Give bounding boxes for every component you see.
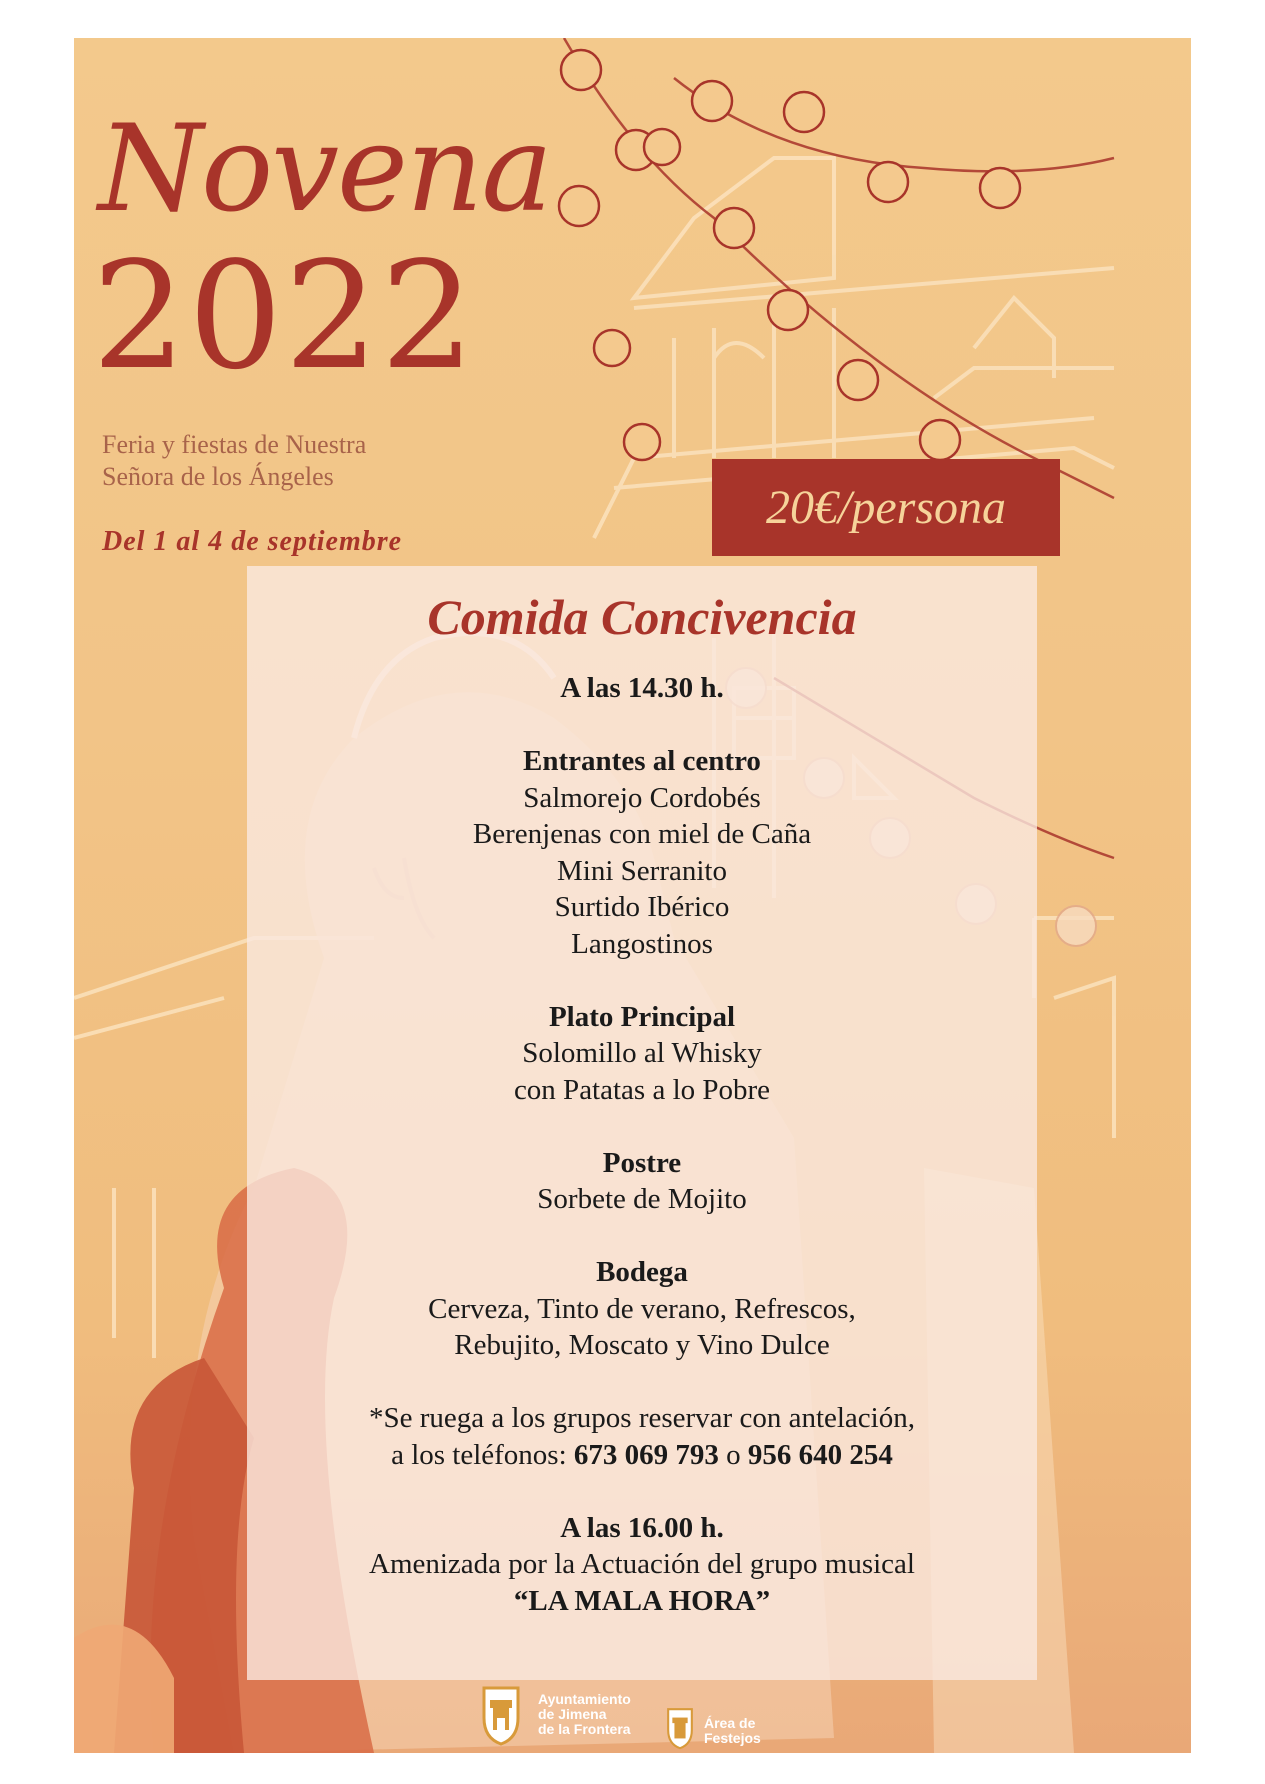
logo1-line-1: Ayuntamiento [538,1691,631,1707]
logo2-line-2: Festejos [704,1730,761,1746]
dessert-item: Sorbete de Mojito [537,1183,747,1215]
reservation-note: *Se ruega a los grupos reservar con antelación, [369,1402,915,1434]
festejos-crest-icon [664,1706,696,1750]
price-badge [712,459,1060,556]
footer-logos [478,1676,878,1753]
band-name: “LA MALA HORA” [513,1584,771,1617]
music-time: A las 16.00 h. [560,1511,724,1544]
phone-number-2: 956 640 254 [747,1438,893,1471]
poster [74,38,1191,1753]
menu-card [247,566,1037,1680]
drinks-item: Cerveza, Tinto de verano, Refrescos, [428,1292,856,1325]
starter-item: Berenjenas con miel de Caña [472,818,812,850]
price-text: 20€/persona [766,481,1006,534]
logo1-line-2: de Jimena [538,1706,607,1722]
starter-item: Mini Serranito [557,854,727,887]
starter-item: Salmorejo Cordobés [523,781,761,814]
starters-heading: Entrantes al centro [523,745,761,777]
drinks-heading: Bodega [596,1256,688,1288]
lunch-time: A las 14.30 h. [560,672,724,704]
title-novena: Novena [98,100,551,239]
title-year: 2022 [92,230,477,402]
dessert-heading: Postre [602,1146,682,1179]
town-crest-icon [478,1684,524,1746]
logo1-line-3: de la Frontera [538,1721,631,1737]
main-item: Solomillo al Whisky [522,1037,762,1069]
logo2-line-1: Área de [704,1715,756,1731]
music-description: Amenizada por la Actuación del grupo musical [369,1548,915,1580]
lanterns [559,50,1052,502]
menu-body [247,670,1037,1619]
main-heading: Plato Principal [548,1000,736,1033]
menu-title: Comida Concivencia [427,589,857,645]
main-item: con Patatas a lo Pobre [513,1073,771,1106]
event-dates: Del 1 al 4 de septiembre [102,526,403,557]
phones-connector: o [718,1438,748,1471]
phone-number-1: 673 069 793 [573,1438,719,1471]
reservation-phones [247,1437,1037,1474]
subtitle-line-2: Señora de los Ángeles [102,462,334,491]
subtitle-line-1: Feria y fiestas de Nuestra [102,430,367,459]
starter-item: Langostinos [571,927,713,960]
phones-prefix: a los teléfonos: [391,1438,574,1471]
starter-item: Surtido Ibérico [554,891,730,923]
drinks-item: Rebujito, Moscato y Vino Dulce [454,1329,830,1361]
